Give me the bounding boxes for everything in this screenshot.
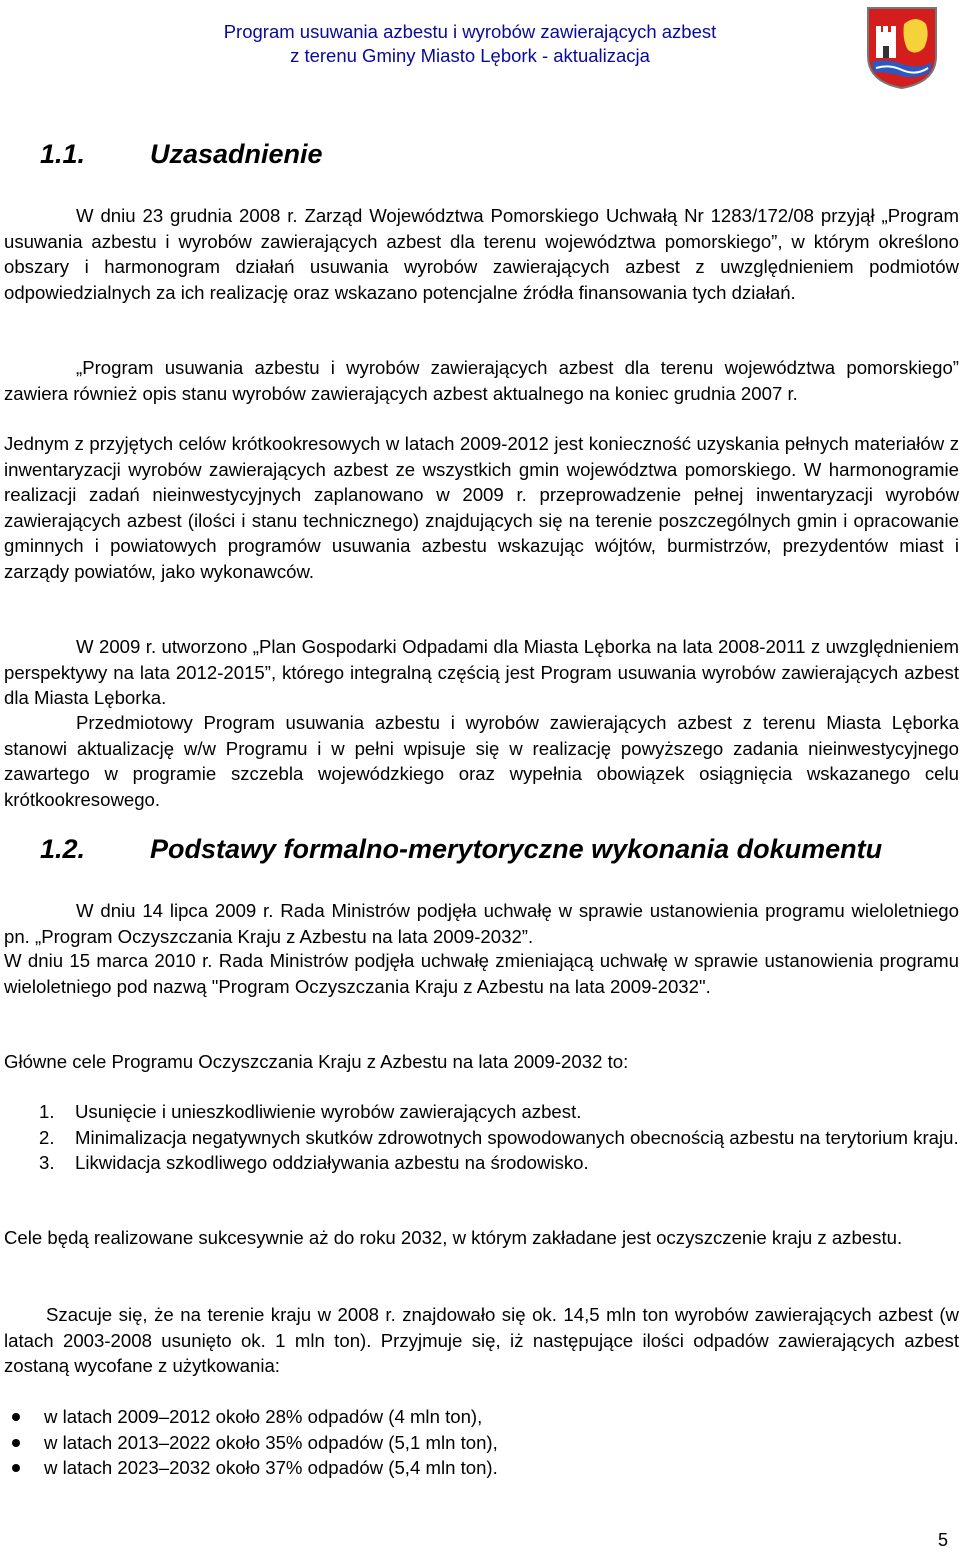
paragraph: W dniu 23 grudnia 2008 r. Zarząd Województwa Pomorskiego Uchwałą Nr 1283/172/08 przyjął „Program usuwania azbestu i wyrobów zawierających azbest dla terenu województwa pomorskiego”, w którym określono obszary i harmonogram działań usuwania wyrobów zawierających azbest z uwzględnieniem podmiotów odpowiedzialnych za ich realizację oraz wskazano potencjalne źródła finansowania tych działań. — [4, 205, 959, 303]
section-number: 1.2. — [40, 834, 86, 864]
list-item — [4, 1455, 959, 1481]
paragraph: Cele będą realizowane sukcesywnie aż do roku 2032, w którym zakładane jest oczyszczenie kraju z azbestu. — [4, 1227, 903, 1248]
list-item-text: Likwidacja szkodliwego oddziaływania azbestu na środowisko. — [75, 1152, 589, 1173]
list-number: 1. — [39, 1101, 55, 1122]
list-number: 3. — [39, 1152, 55, 1173]
list-item-text: Usunięcie i unieszkodliwienie wyrobów zawierających azbest. — [75, 1101, 582, 1122]
header-line-1: Program usuwania azbestu i wyrobów zawierających azbest — [223, 21, 717, 42]
list-number: 2. — [39, 1126, 55, 1148]
bullet-list — [4, 1404, 959, 1481]
coat-of-arms-icon — [866, 6, 938, 90]
section-number: 1.1. — [40, 139, 86, 169]
paragraph: „Program usuwania azbestu i wyrobów zawierających azbest dla terenu województwa pomorskiego” zawiera również opis stanu wyrobów zawierających azbest aktualnego na koniec grudnia 2007 r. — [4, 357, 959, 404]
paragraph: Jednym z przyjętych celów krótkookresowych w latach 2009-2012 jest konieczność uzyskania pełnych materiałów z inwentaryzacji wyrobów zawierających azbest ze wszystkich gmin województwa pomorskiego. W harmonogramie realizacji zadań nieinwestycyjnych zaplanowano w 2009 r. przeprowadzenie pełnej inwentaryzacji wyrobów zawierających azbest (ilości i stanu technicznego) znajdujących się na terenie poszczególnych gmin i opracowanie gminnych i powiatowych programów usuwania azbestu wskazując wójtów, burmistrzów, prezydentów miast i zarządy powiatów, jako wykonawców. — [4, 433, 959, 582]
list-item-text: Minimalizacja negatywnych skutków zdrowotnych spowodowanych obecnością azbestu na terytorium kraju. — [75, 1126, 959, 1148]
paragraph: Szacuje się, że na terenie kraju w 2008 r. znajdowało się ok. 14,5 mln ton wyrobów zawierających azbest (w latach 2003-2008 usunięto ok. 1 mln ton). Przyjmuje się, iż następujące ilości odpadów zawierających azbest zostaną wycofane z użytkowania: — [4, 1304, 959, 1376]
paragraph: W dniu 15 marca 2010 r. Rada Ministrów podjęła uchwałę zmieniającą uchwałę w sprawie ustanowienia programu wieloletniego pod nazwą "Program Oczyszczania Kraju z Azbestu na lata 2009-2032". — [4, 950, 959, 997]
paragraph: W dniu 14 lipca 2009 r. Rada Ministrów podjęła uchwałę w sprawie ustanowienia programu wieloletniego pn. „Program Oczyszczania Kraju z Azbestu na lata 2009-2032”. — [4, 900, 959, 947]
list-item — [4, 1150, 959, 1176]
list-item — [4, 1125, 959, 1151]
bullet-icon — [12, 1464, 20, 1472]
paragraph: W 2009 r. utworzono „Plan Gospodarki Odpadami dla Miasta Lęborka na lata 2008-2011 z uwzględnieniem perspektywy na lata 2012-2015”, którego integralną częścią jest Program usuwania wyrobów zawierających azbest dla Miasta Lęborka. — [4, 636, 959, 708]
goals-list — [4, 1099, 959, 1176]
list-item — [4, 1404, 959, 1430]
bullet-icon — [12, 1439, 20, 1447]
paragraph: Główne cele Programu Oczyszczania Kraju z Azbestu na lata 2009-2032 to: — [4, 1051, 629, 1072]
section-title: Podstawy formalno-merytoryczne wykonania dokumentu — [150, 834, 883, 864]
list-item-text: w latach 2013–2022 około 35% odpadów (5,1 mln ton), — [44, 1431, 498, 1453]
page-number: 5 — [937, 1530, 948, 1550]
list-item — [4, 1099, 959, 1125]
running-header — [150, 20, 790, 68]
paragraph: Przedmiotowy Program usuwania azbestu i wyrobów zawierających azbest z terenu Miasta Lęborka stanowi aktualizację w/w Programu i w pełni wpisuje się w realizację powyższego zadania nieinwestycyjnego zawartego w programie szczebla wojewódzkiego oraz wypełnia obowiązek osiągnięcia wskazanego celu krótkookresowego. — [4, 712, 959, 810]
list-item-text: w latach 2023–2032 około 37% odpadów (5,4 mln ton). — [44, 1457, 498, 1478]
bullet-icon — [12, 1413, 20, 1421]
header-line-2: z terenu Gminy Miasto Lębork - aktualizacja — [290, 45, 650, 66]
list-item — [4, 1430, 959, 1456]
section-title: Uzasadnienie — [150, 139, 323, 169]
list-item-text: w latach 2009–2012 około 28% odpadów (4 mln ton), — [44, 1406, 483, 1427]
